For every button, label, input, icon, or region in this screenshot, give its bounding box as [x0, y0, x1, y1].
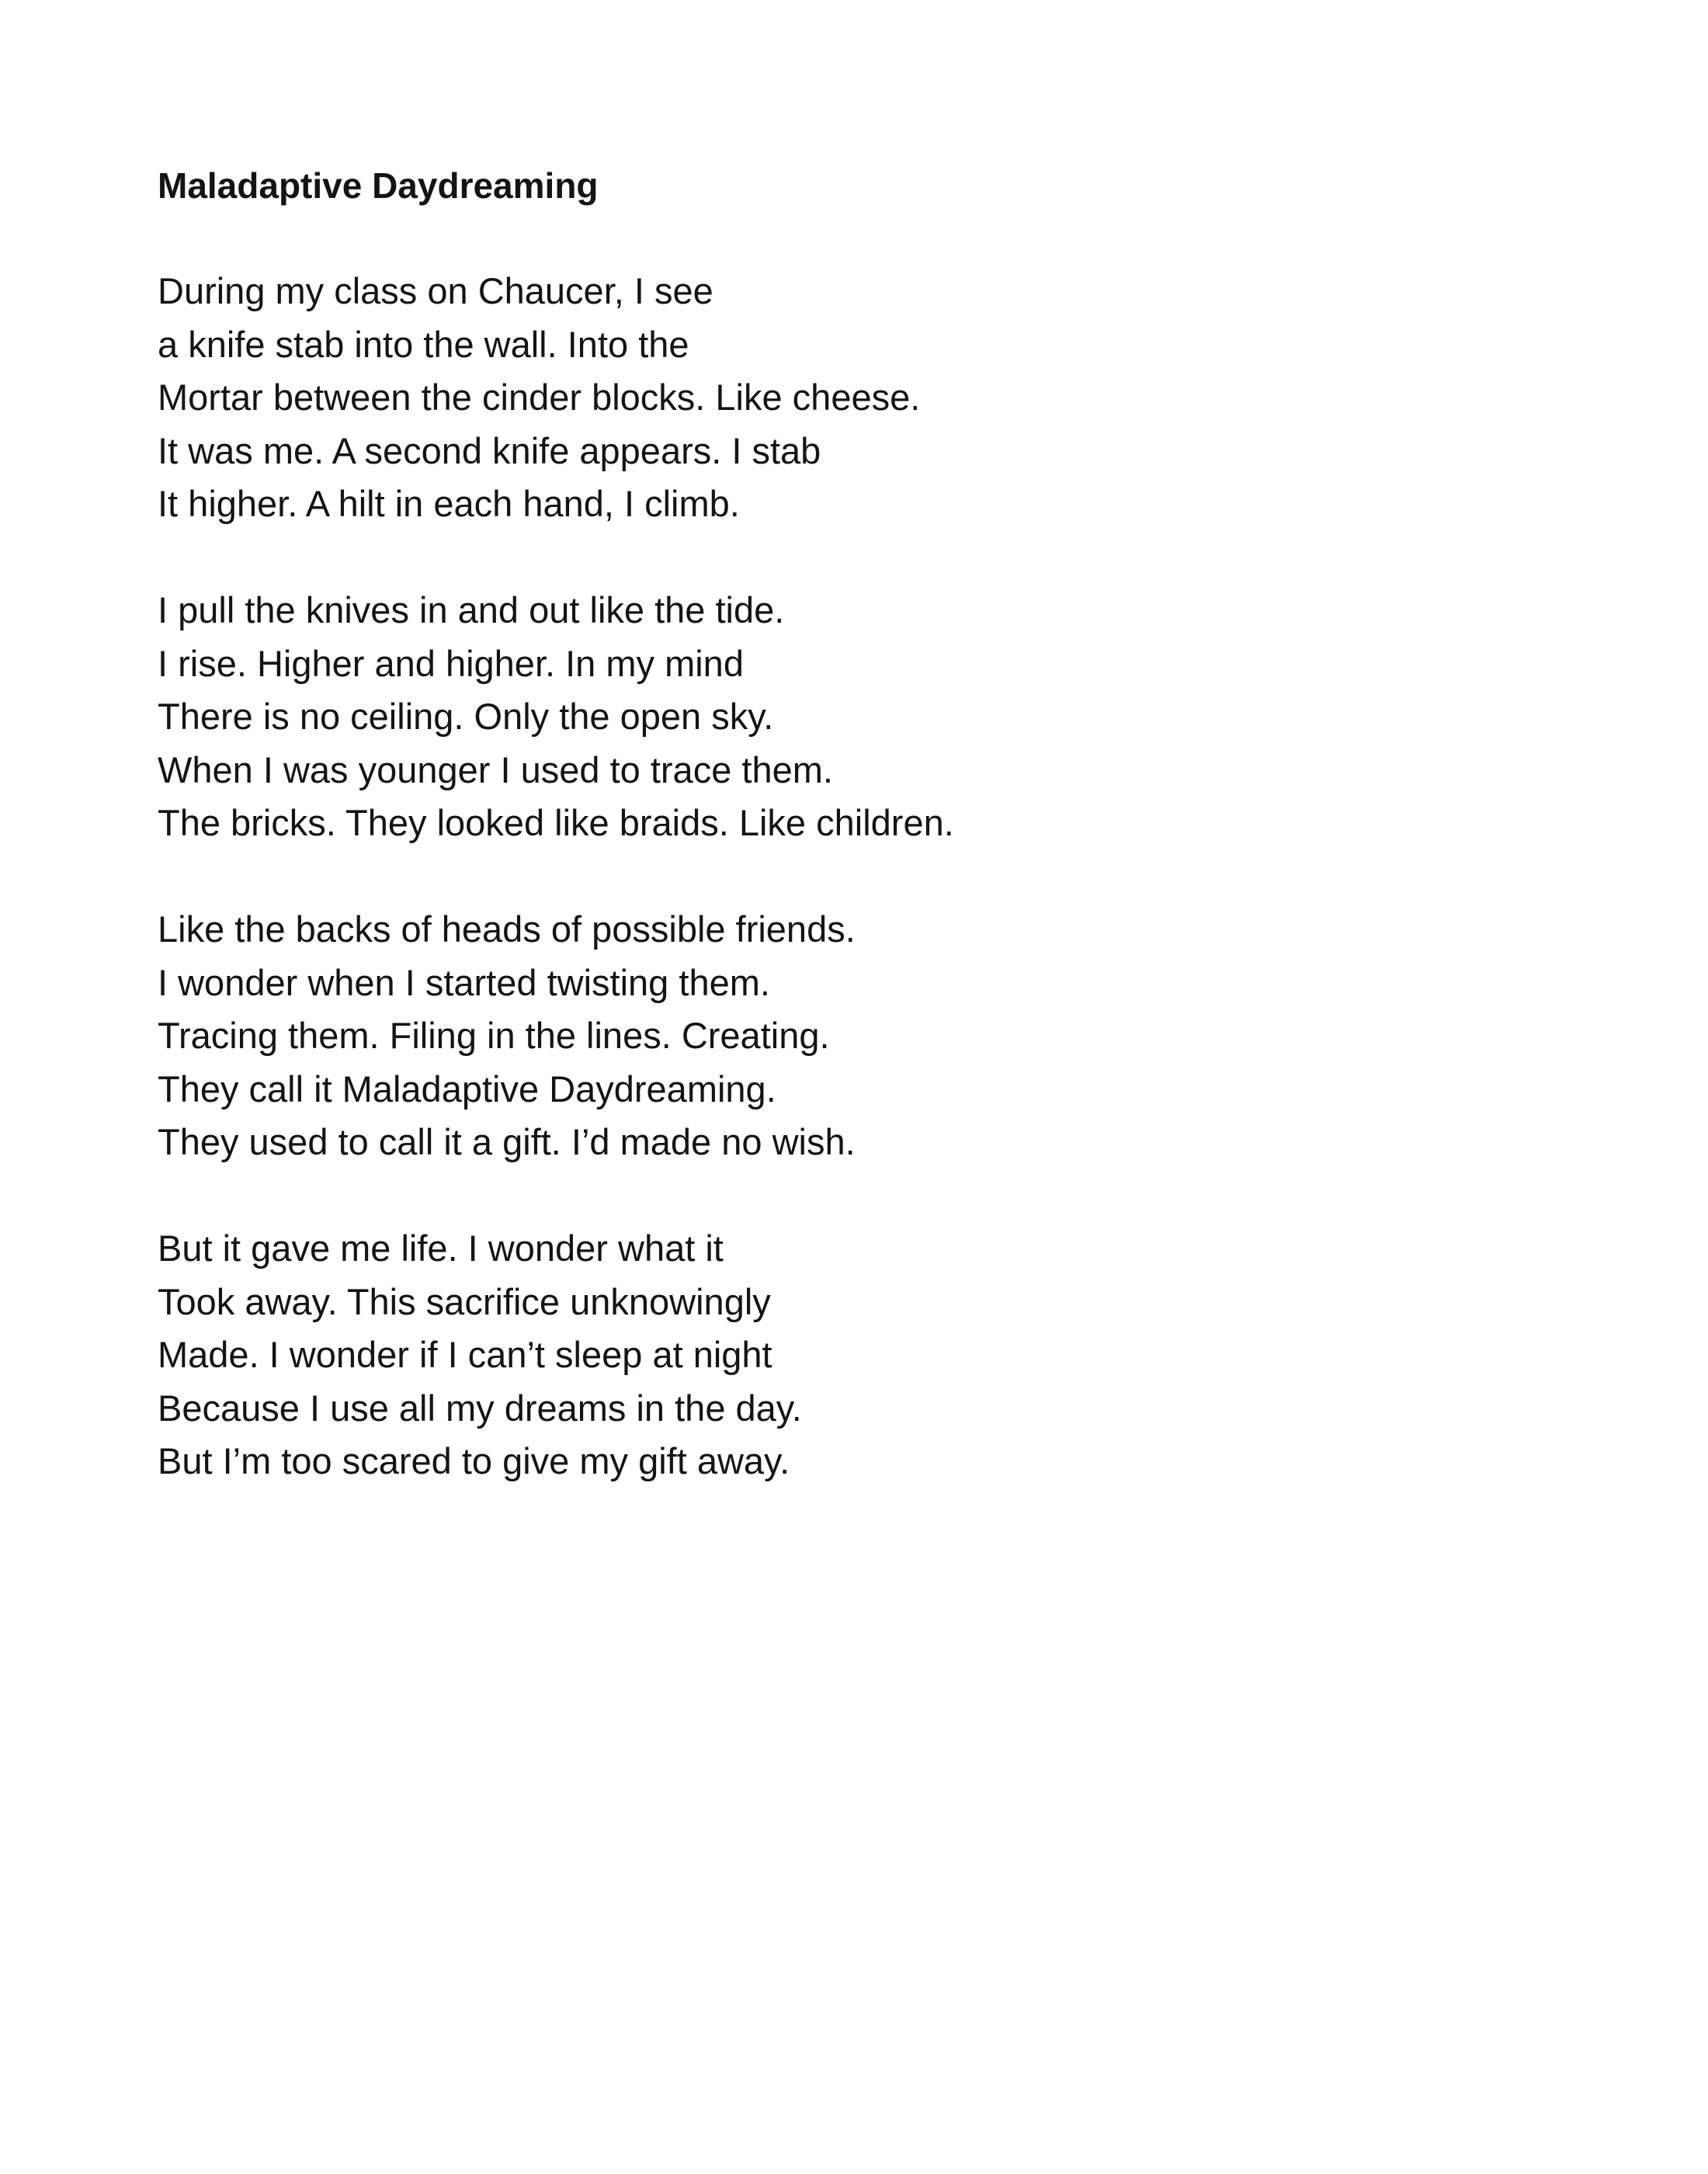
poem-line: Mortar between the cinder blocks. Like cheese.: [158, 377, 921, 418]
poem: [158, 159, 1555, 1541]
poem-line: The bricks. They looked like braids. Like children.: [158, 802, 954, 844]
poem-line: I wonder when I started twisting them.: [158, 961, 770, 1003]
stanza-1: [158, 265, 1555, 531]
poem-line: But I’m too scared to give my gift away.: [158, 1440, 790, 1482]
poem-line: But it gave me life. I wonder what it: [158, 1227, 724, 1269]
poem-line: Like the backs of heads of possible friends.: [158, 908, 856, 950]
poem-line: They call it Maladaptive Daydreaming.: [158, 1068, 776, 1110]
poem-line: When I was younger I used to trace them.: [158, 748, 833, 790]
poem-line: It higher. A hilt in each hand, I climb.: [158, 483, 740, 525]
poem-title: Maladaptive Daydreaming: [158, 165, 599, 206]
stanza-3: [158, 903, 1555, 1169]
poem-line: Made. I wonder if I can’t sleep at night: [158, 1334, 772, 1376]
poem-line: Tracing them. Filing in the lines. Creating.: [158, 1015, 830, 1057]
poem-line: There is no ceiling. Only the open sky.: [158, 696, 774, 738]
poem-line: Took away. This sacrifice unknowingly: [158, 1280, 771, 1322]
poem-line: Because I use all my dreams in the day.: [158, 1387, 802, 1429]
poem-line: I pull the knives in and out like the tide.: [158, 589, 785, 630]
poem-line: They used to call it a gift. I’d made no wish.: [158, 1121, 856, 1163]
stanza-4: [158, 1222, 1555, 1488]
poem-line: During my class on Chaucer, I see: [158, 270, 713, 311]
poem-line: I rise. Higher and higher. In my mind: [158, 642, 744, 684]
poem-line: It was me. A second knife appears. I stab: [158, 429, 821, 471]
poem-line: a knife stab into the wall. Into the: [158, 323, 689, 365]
stanza-2: [158, 584, 1555, 850]
